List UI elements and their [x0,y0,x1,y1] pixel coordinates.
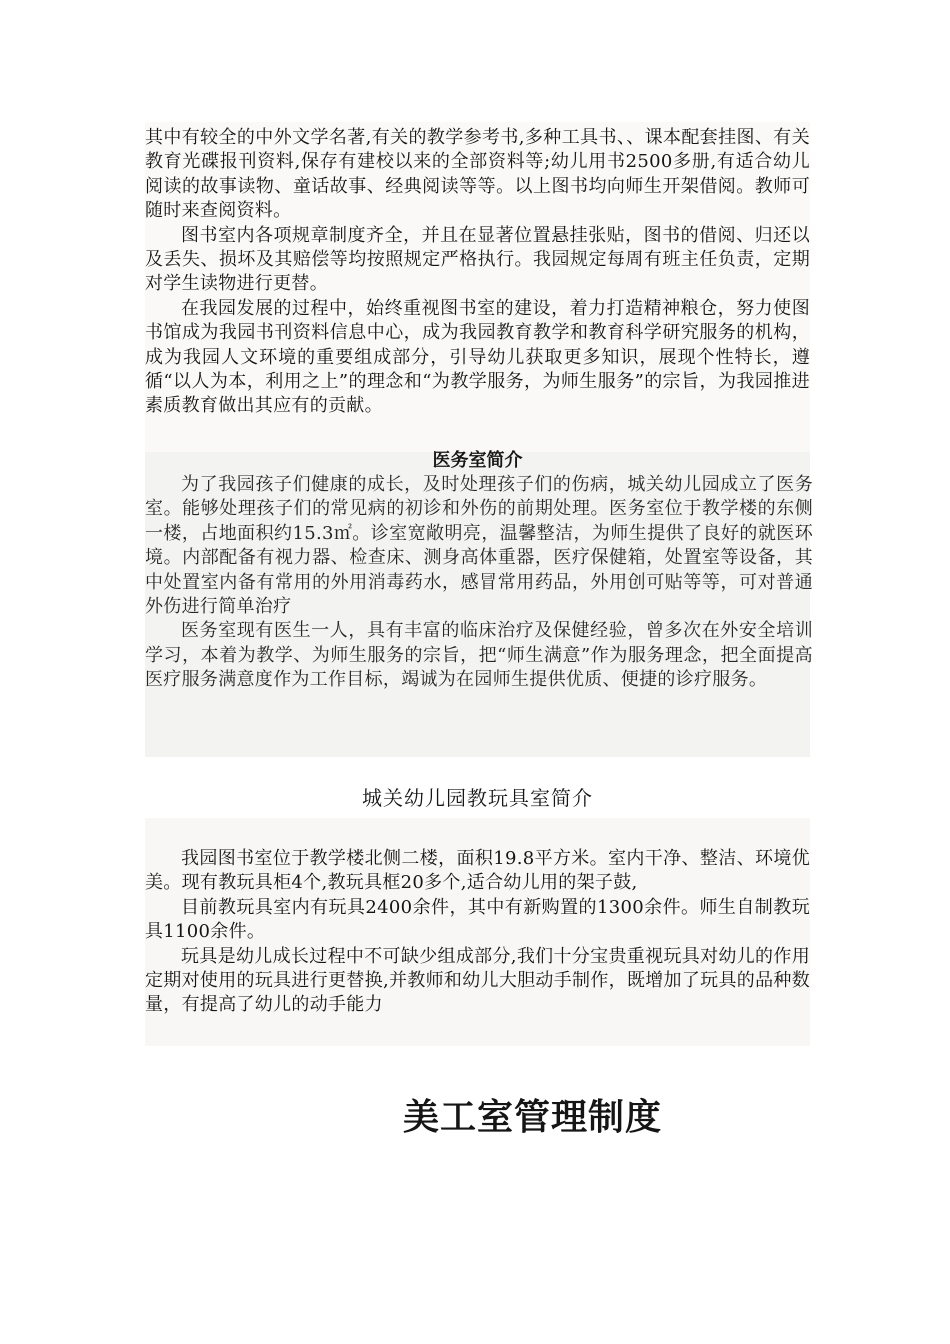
library-paragraph-2: 图书室内各项规章制度齐全，并且在显著位置悬挂张贴，图书的借阅、归还以及丢失、损坏及其赔偿等均按照规定严格执行。我园规定每周有班主任负责，定期对学生读物进行更替。 [145,224,810,295]
toy-room-section [145,847,810,1018]
art-room-section-title: 美工室管理制度 [402,1096,662,1138]
toy-room-section-title: 城关幼儿园教玩具室简介 [362,786,593,810]
library-paragraph-1: 其中有较全的中外文学名著,有关的教学参考书,多种工具书、、课本配套挂图、有关教育光碟报刊资料,保存有建校以来的全部资料等;幼儿用书2500多册,有适合幼儿阅读的故事读物、童话故事、经典阅读等等。以上图书均向师生开架借阅。教师可随时来查阅资料。 [145,127,810,222]
toy-room-paragraph-3: 玩具是幼儿成长过程中不可缺少组成部分,我们十分宝贵重视玩具对幼儿的作用定期对使用的玩具进行更替换,并教师和幼儿大胆动手制作，既增加了玩具的品种数量，有提高了幼儿的动手能力 [145,945,810,1016]
medical-section-title: 医务室简介 [432,450,523,471]
medical-paragraph-2: 医务室现有医生一人，具有丰富的临床治疗及保健经验，曾多次在外安全培训学习，本着为教学、为师生服务的宗旨，把“师生满意”作为服务理念，把全面提高医疗服务满意度作为工作目标，竭诚为在园师生提供优质、便捷的诊疗服务。 [145,620,813,691]
library-paragraph-3: 在我园发展的过程中，始终重视图书室的建设，着力打造精神粮仓，努力使图书馆成为我园书刊资料信息中心，成为我园教育教学和教育科学研究服务的机构，成为我园人文环境的重要组成部分，引导幼儿获取更多知识，展现个性特长，遵循“以人为本，利用之上”的理念和“为教学服务，为师生服务”的宗旨，为我园推进素质教育做出其应有的贡献。 [145,297,810,417]
medical-paragraph-1: 为了我园孩子们健康的成长，及时处理孩子们的伤病，城关幼儿园成立了医务室。能够处理孩子们的常见病的初诊和外伤的前期处理。医务室位于教学楼的东侧一楼，占地面积约15.3㎡。诊室宽敞明亮，温馨整洁，为师生提供了良好的就医环境。内部配备有视力器、检查床、测身高体重器，医疗保健箱，处置室等设备，其中处置室内备有常用的外用消毒药水，感冒常用药品，外用创可贴等等，可对普通外伤进行简单治疗 [145,474,813,618]
toy-room-paragraph-1: 我园图书室位于教学楼北侧二楼，面积19.8平方米。室内干净、整洁、环境优美。现有教玩具柜4个,教玩具框20多个,适合幼儿用的架子鼓, [145,848,810,894]
library-section [145,126,810,419]
medical-section [145,473,813,693]
toy-room-paragraph-2: 目前教玩具室内有玩具2400余件，其中有新购置的1300余件。师生自制教玩具1100余件。 [145,896,810,943]
